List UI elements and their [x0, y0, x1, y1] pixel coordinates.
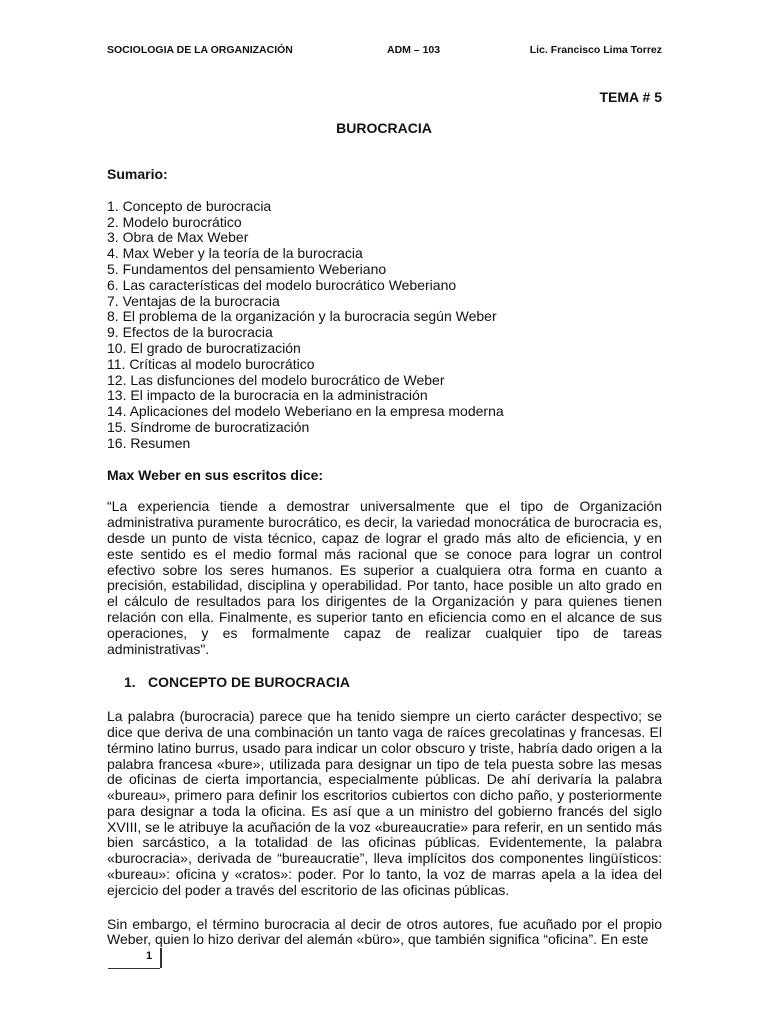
header-author: Lic. Francisco Lima Torrez: [529, 44, 662, 56]
summary-list: [107, 199, 662, 452]
list-item: 14. Aplicaciones del modelo Weberiano en la empresa moderna: [107, 403, 504, 420]
header-course: SOCIOLOGIA DE LA ORGANIZACIÓN: [107, 44, 293, 56]
list-item: 8. El problema de la organización y la burocracia según Weber: [107, 308, 497, 325]
list-item: 2. Modelo burocrático: [107, 213, 242, 230]
body-paragraph: La palabra (burocracia) parece que ha tenido siempre un cierto carácter despectivo; se dice que deriva de una combinación un tanto vaga de raíces grecolatinas y francesas. El término latino burrus, usado para indicar un color obscuro y triste, habría dado origen a la palabra francesa «bure», utilizada para designar un tipo de tela puesta sobre las mesas de oficinas de cierta importancia, especialmente públicas. De ahí derivaría la palabra «bureau», primero para definir los escritorios cubiertos con dicho paño, y posteriormente para designar a toda la oficina. Es así que a un ministro del gobierno francés del siglo XVIII, se le atribuye la acuñación de la voz «bureaucratie» para referir, en un sentido más bien sarcástico, a la totalidad de las oficinas públicas. Evidentemente, la palabra «burocracia», derivada de “bureaucratie”, lleva implícitos dos componentes lingüísticos: «bureau»: oficina y «cratos»: poder. Por lo tanto, la voz de marras apela a la idea del ejercicio del poder a través del escritorio de las oficinas públicas.: [107, 708, 662, 898]
running-header: [107, 44, 662, 60]
summary-heading: Sumario:: [107, 166, 168, 182]
body-paragraph: Sin embargo, el término burocracia al decir de otros autores, fue acuñado por el propio Weber, quien lo hizo derivar del alemán «büro», que también significa “oficina”. En este: [107, 915, 662, 948]
page-number: 1: [146, 950, 153, 962]
list-item: 1. Concepto de burocracia: [107, 197, 272, 214]
list-item: 3. Obra de Max Weber: [107, 229, 249, 246]
section-heading: [124, 675, 662, 691]
quote-heading: Max Weber en sus escritos dice:: [107, 466, 324, 483]
list-item: 7. Ventajas de la burocracia: [107, 292, 280, 309]
list-item: 12. Las disfunciones del modelo burocrático de Weber: [107, 371, 445, 388]
weber-quote: “La experiencia tiende a demostrar universalmente que el tipo de Organización administrativa puramente burocrático, es decir, la variedad monocrática de burocracia es, desde un punto de vista técnico, capaz de lograr el grado más alto de eficiencia, y en este sentido es el medio formal más racional que se conoce para lograr un control efectivo sobre los seres humanos. Es superior a cualquiera otra forma en cuanto a precisión, estabilidad, disciplina y operabilidad. Por tanto, hace posible un alto grado en el cálculo de resultados para los dirigentes de la Organización y para quienes tienen relación con ella. Finalmente, es superior tanto en eficiencia como en el alcance de sus operaciones, y es formalmente capaz de realizar cualquier tipo de tareas administrativas".: [107, 498, 662, 657]
section-number: 1.: [124, 674, 136, 691]
section-title: CONCEPTO DE BUROCRACIA: [148, 674, 350, 691]
list-item: 6. Las características del modelo burocrático Weberiano: [107, 276, 457, 293]
footer-divider: [160, 948, 162, 968]
page-footer: [108, 946, 188, 968]
list-item: 9. Efectos de la burocracia: [107, 324, 273, 341]
list-item: 5. Fundamentos del pensamiento Weberiano: [107, 260, 387, 277]
document-body: [107, 167, 662, 966]
list-item: 15. Síndrome de burocratización: [107, 418, 310, 435]
page-title: BUROCRACIA: [336, 120, 432, 136]
list-item: 16. Resumen: [107, 434, 191, 451]
list-item: 4. Max Weber y la teoría de la burocracia: [107, 245, 363, 262]
topic-number: TEMA # 5: [599, 89, 662, 105]
header-code: ADM – 103: [387, 44, 441, 56]
list-item: 11. Críticas al modelo burocrático: [107, 355, 315, 372]
list-item: 13. El impacto de la burocracia en la administración: [107, 387, 428, 404]
list-item: 10. El grado de burocratización: [107, 339, 301, 356]
footer-rule: [108, 968, 160, 969]
